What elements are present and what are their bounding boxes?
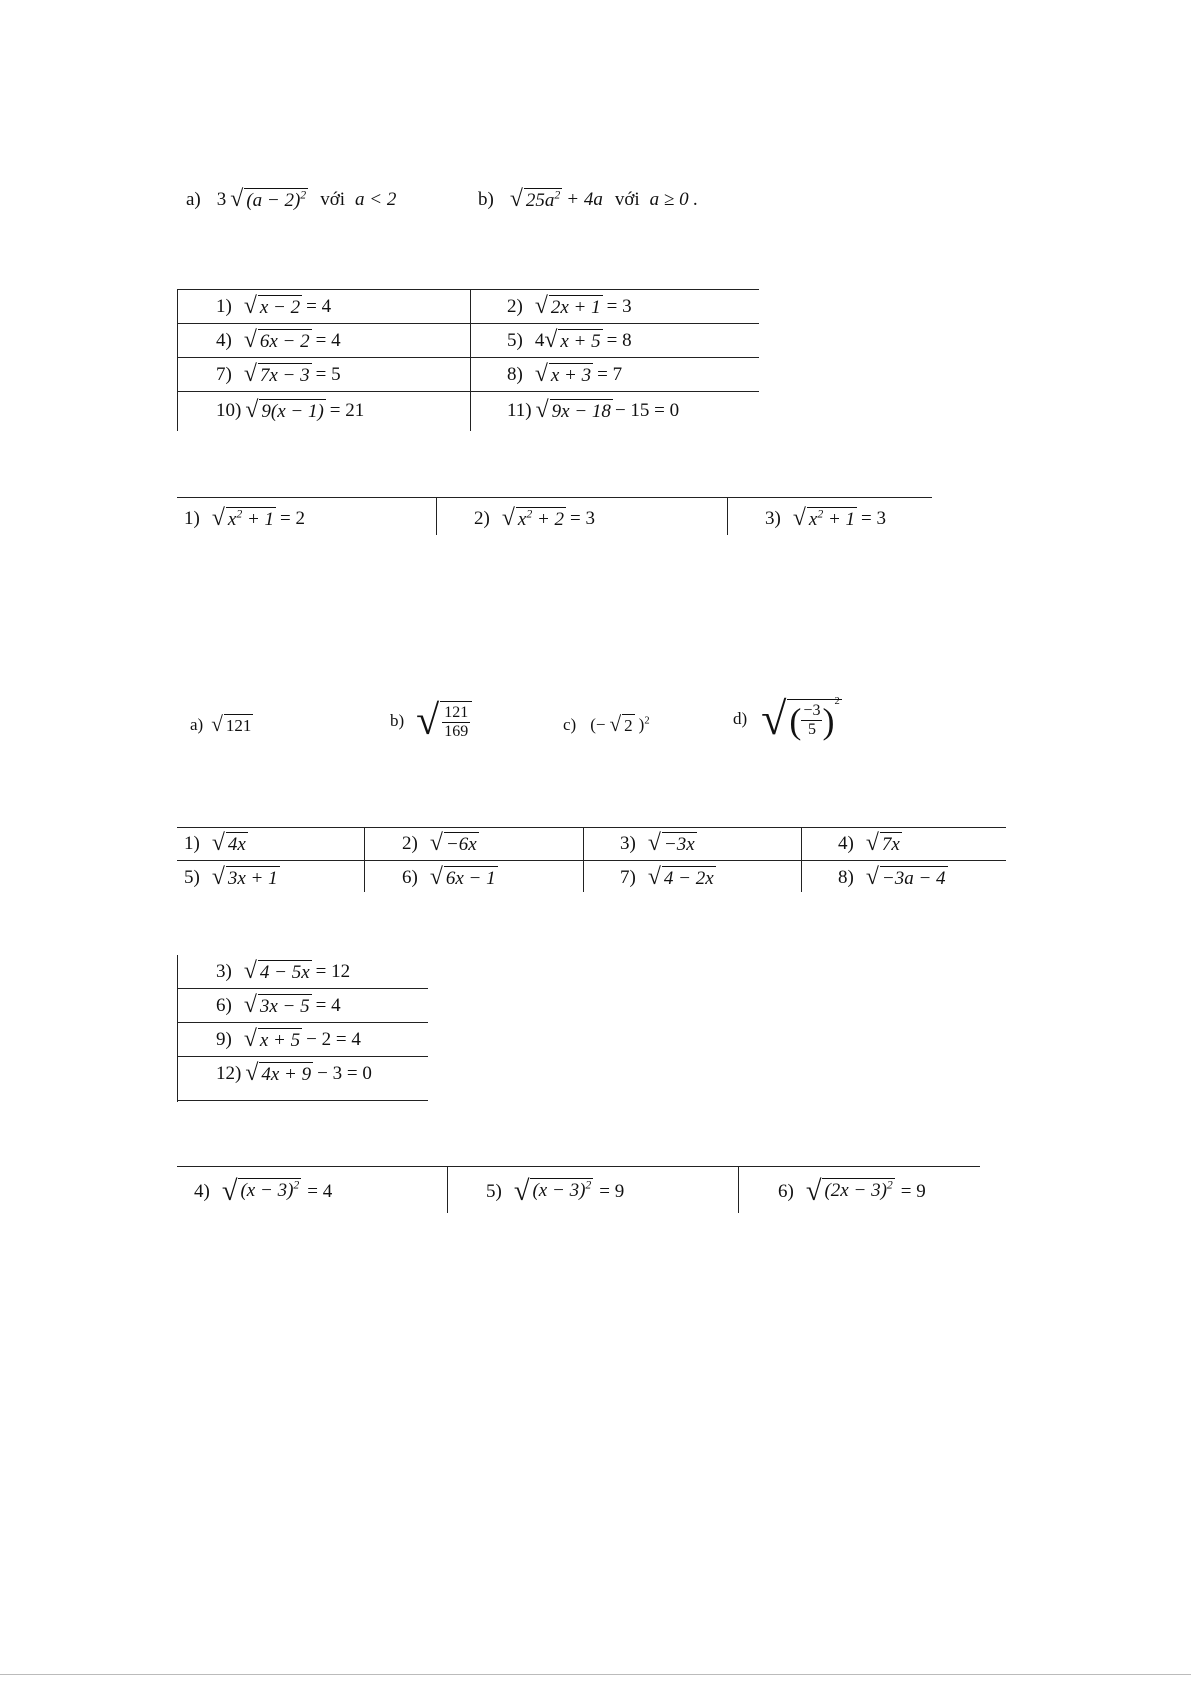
item-number: 6) <box>216 995 232 1016</box>
radicand: 3x + 1 <box>227 867 278 889</box>
item-number: 3) <box>765 508 781 529</box>
table-cell <box>486 1176 624 1208</box>
table-cell <box>216 958 350 986</box>
radicand-rest: + 2 <box>536 508 565 530</box>
table-rule <box>177 1100 428 1101</box>
coefficient: 4 <box>534 330 545 351</box>
radicand: 6x − 1 <box>445 867 496 889</box>
problem-3b <box>390 700 472 742</box>
radicand: −6x <box>445 833 477 855</box>
radicand: x − 2 <box>259 296 301 318</box>
problem-b-exp: 2 <box>554 188 561 202</box>
numerator: −3 <box>803 702 821 720</box>
radical-icon: √ <box>230 186 244 212</box>
item-number: 4) <box>838 833 854 854</box>
problem-a-condition: a < 2 <box>355 189 397 211</box>
radical-icon: √ <box>865 829 879 856</box>
radical-icon: √ <box>609 712 622 736</box>
table-rule <box>177 1166 980 1167</box>
radical-icon: √ <box>534 292 548 319</box>
exponent: 2 <box>817 507 824 521</box>
table-cell <box>507 396 679 426</box>
radical-icon: √ <box>429 863 443 890</box>
table-rule <box>177 323 759 324</box>
radical-icon: √ <box>509 186 523 212</box>
table-rule <box>177 289 759 290</box>
rhs: = 4 <box>306 296 332 317</box>
page-footer-rule <box>0 1674 1191 1675</box>
radicand: 4 − 5x <box>259 961 310 983</box>
table-cell <box>402 864 498 892</box>
radicand: 7x <box>881 833 900 855</box>
table-rule <box>177 988 428 989</box>
base: x <box>808 508 818 530</box>
radical-icon: √ <box>544 326 558 353</box>
sqrt-expression <box>510 188 562 213</box>
table-rule <box>177 391 759 392</box>
item-number: 2) <box>402 833 418 854</box>
item-number: 6) <box>402 867 418 888</box>
problem-a <box>186 188 396 213</box>
item-number: 3) <box>620 833 636 854</box>
item-number: 1) <box>184 833 200 854</box>
table-cell <box>507 293 632 321</box>
sqrt-expression <box>230 188 308 213</box>
numerator: 121 <box>444 704 469 722</box>
table-cell <box>507 361 622 389</box>
radical-icon: √ <box>211 829 225 856</box>
item-number: 1) <box>184 508 200 529</box>
radical-icon: √ <box>221 1175 238 1207</box>
rhs: = 4 <box>307 1181 333 1202</box>
table-rule <box>364 827 365 892</box>
table-cell <box>216 992 341 1020</box>
problem-a-label: a) <box>186 189 201 211</box>
problem-b-radicand: 25a <box>525 190 555 211</box>
item-number: 4) <box>216 330 232 351</box>
radicand: x + 3 <box>550 364 592 386</box>
table-cell <box>184 504 305 534</box>
denominator: 169 <box>444 723 469 740</box>
item-number: 9) <box>216 1029 232 1050</box>
radicand: (x − 3) <box>240 1179 294 1201</box>
rhs: = 3 <box>606 296 632 317</box>
denominator: 5 <box>807 721 816 738</box>
table-rule <box>727 497 728 535</box>
item-number: 7) <box>216 364 232 385</box>
radical-icon: √ <box>243 360 257 387</box>
item-number: 5) <box>184 867 200 888</box>
rhs: = 2 <box>280 508 305 529</box>
exponent: 2 <box>644 715 650 727</box>
radicand: 3x − 5 <box>259 995 310 1017</box>
table-cell <box>402 830 479 858</box>
radical-icon: √ <box>245 1059 259 1086</box>
table-cell <box>216 1026 361 1054</box>
rhs: = 7 <box>597 364 623 385</box>
exponent: 2 <box>526 507 533 521</box>
problem-b-rest: + 4a <box>566 189 603 211</box>
problem-a-coef: 3 <box>216 189 227 211</box>
rhs: = 21 <box>329 400 365 421</box>
rhs: = 4 <box>315 995 341 1016</box>
rhs: = 3 <box>861 508 886 529</box>
table-rule <box>801 827 802 892</box>
exponent: 2 <box>236 507 243 521</box>
problem-b-label: b) <box>478 189 494 211</box>
table-rule <box>738 1166 739 1213</box>
problem-label: c) <box>563 715 577 735</box>
radicand: 9x − 18 <box>551 400 611 422</box>
radicand: 4 − 2x <box>663 867 714 889</box>
fraction <box>442 704 470 740</box>
radical-icon: √ <box>513 1175 530 1207</box>
problem-b-word: với <box>614 189 640 211</box>
table-cell <box>216 327 341 355</box>
table-rule <box>177 289 178 431</box>
radical-icon: √ <box>245 396 259 423</box>
table-cell <box>507 327 632 355</box>
table-rule <box>177 497 932 498</box>
radical-icon: √ <box>429 829 443 856</box>
item-number: 7) <box>620 867 636 888</box>
rhs: − 15 = 0 <box>614 400 680 421</box>
problem-label: b) <box>390 711 405 730</box>
rhs: = 8 <box>606 330 632 351</box>
radical-icon: √ <box>647 829 661 856</box>
base: x <box>227 508 237 530</box>
table-rule <box>447 1166 448 1213</box>
paren-open: ( <box>789 700 802 741</box>
radical-icon: √ <box>243 1025 257 1052</box>
radicand-rest: + 1 <box>246 508 275 530</box>
item-number: 5) <box>507 330 523 351</box>
radical-icon: √ <box>805 1175 822 1207</box>
fraction <box>801 702 822 738</box>
problem-3c <box>563 714 650 736</box>
base: x <box>517 508 527 530</box>
rhs: = 4 <box>315 330 341 351</box>
rhs: − 2 = 4 <box>306 1029 361 1050</box>
radicand-rest: + 1 <box>827 508 856 530</box>
radicand: (x − 3) <box>532 1179 586 1201</box>
radical-icon: √ <box>416 698 440 744</box>
problem-a-exp: 2 <box>300 188 307 202</box>
problem-3a <box>190 714 253 736</box>
expression-close: ) <box>638 715 645 735</box>
item-number: 12) <box>216 1063 242 1084</box>
table-cell <box>184 830 248 858</box>
radicand: x + 5 <box>259 1029 301 1051</box>
radical-icon: √ <box>535 396 549 423</box>
item-number: 8) <box>838 867 854 888</box>
radical-icon: √ <box>534 360 548 387</box>
radicand: (2x − 3) <box>824 1179 887 1201</box>
table-rule <box>177 955 178 1102</box>
radicand: 7x − 3 <box>259 364 310 386</box>
radicand: 4x + 9 <box>261 1063 312 1085</box>
radical-icon: √ <box>647 863 661 890</box>
radical-icon: √ <box>761 693 787 744</box>
radical-icon: √ <box>865 863 879 890</box>
table-cell <box>474 504 595 534</box>
table-cell <box>765 504 886 534</box>
table-rule <box>177 860 1006 861</box>
table-cell <box>620 864 716 892</box>
radical-icon: √ <box>243 957 257 984</box>
item-number: 10) <box>216 400 242 421</box>
exponent: 2 <box>293 1178 300 1192</box>
radical-icon: √ <box>501 504 515 531</box>
table-rule <box>470 289 471 431</box>
rhs: = 9 <box>599 1181 625 1202</box>
table-cell <box>778 1176 926 1208</box>
table-rule <box>177 1056 428 1057</box>
table-rule <box>177 1022 428 1023</box>
rhs: − 3 = 0 <box>317 1063 372 1084</box>
table-rule <box>583 827 584 892</box>
item-number: 11) <box>507 400 532 421</box>
radical-icon: √ <box>243 991 257 1018</box>
radicand: −3x <box>663 833 695 855</box>
table-cell <box>838 830 902 858</box>
rhs: = 3 <box>570 508 595 529</box>
exponent: 2 <box>886 1178 893 1192</box>
rhs: = 9 <box>900 1181 926 1202</box>
radicand: 2x + 1 <box>550 296 601 318</box>
radical-icon: √ <box>243 326 257 353</box>
radical-icon: √ <box>792 504 806 531</box>
item-number: 5) <box>486 1181 502 1202</box>
radicand: −3a − 4 <box>881 867 946 889</box>
problem-a-word: với <box>320 189 346 211</box>
item-number: 6) <box>778 1181 794 1202</box>
table-cell <box>620 830 697 858</box>
table-cell <box>216 293 331 321</box>
radical-icon: √ <box>243 292 257 319</box>
table-rule <box>436 497 437 535</box>
table-cell <box>216 396 364 426</box>
expression-open: (− <box>590 715 606 735</box>
problem-b-condition: a ≥ 0 . <box>649 189 699 211</box>
table-cell <box>838 864 948 892</box>
problem-label: a) <box>190 715 204 735</box>
table-cell <box>216 1060 372 1088</box>
item-number: 4) <box>194 1181 210 1202</box>
radical-icon: √ <box>211 712 223 736</box>
radicand: 9(x − 1) <box>261 400 324 422</box>
radical-icon: √ <box>211 504 225 531</box>
table-rule <box>177 357 759 358</box>
item-number: 3) <box>216 961 232 982</box>
item-number: 8) <box>507 364 523 385</box>
radicand: 2 <box>624 716 633 735</box>
table-cell <box>184 864 280 892</box>
problem-b <box>478 188 698 213</box>
table-cell <box>194 1176 332 1208</box>
rhs: = 5 <box>315 364 341 385</box>
item-number: 1) <box>216 296 232 317</box>
item-number: 2) <box>474 508 490 529</box>
problem-a-radicand: (a − 2) <box>246 190 301 211</box>
radicand: 121 <box>225 716 252 735</box>
table-rule <box>177 827 1006 828</box>
table-cell <box>216 361 341 389</box>
radicand: x + 5 <box>560 330 601 352</box>
paren-close: ) <box>822 700 835 741</box>
problem-label: d) <box>733 709 748 728</box>
radicand: 6x − 2 <box>259 330 310 352</box>
exponent: 2 <box>585 1178 592 1192</box>
radical-icon: √ <box>211 863 225 890</box>
item-number: 2) <box>507 296 523 317</box>
rhs: = 12 <box>315 961 351 982</box>
radicand: 4x <box>227 833 246 855</box>
problem-3d: d) √ ( $\frac{-3}{5}$ ) 2 <box>733 693 840 744</box>
